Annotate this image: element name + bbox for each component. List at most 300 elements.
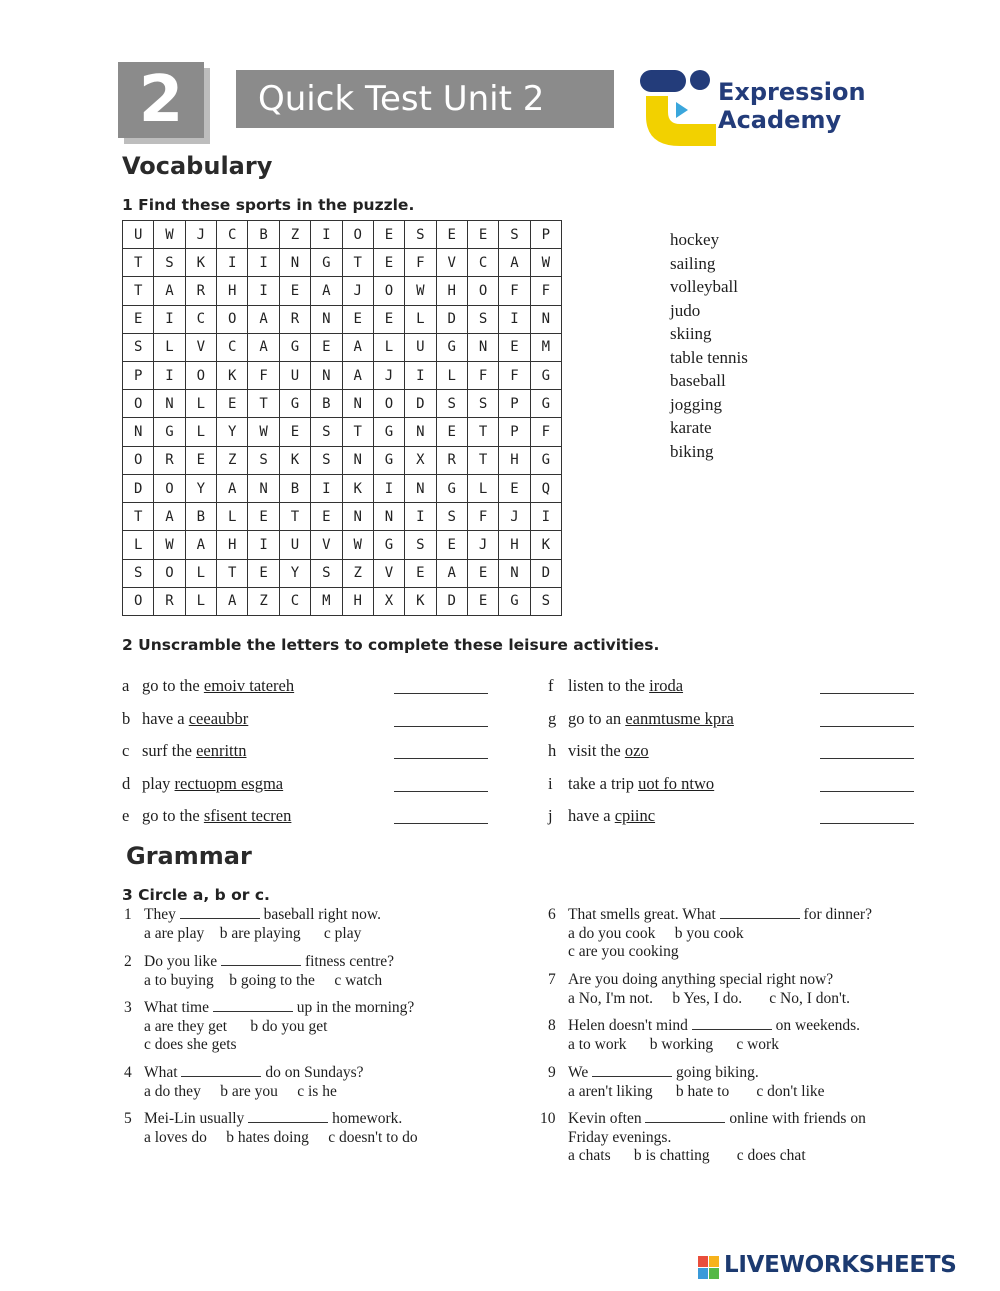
grid-cell[interactable]: H [217, 277, 248, 305]
option-c[interactable]: c does chat [736, 1147, 806, 1164]
grid-cell[interactable]: Y [186, 475, 217, 503]
grid-cell[interactable]: N [531, 306, 562, 334]
grammar-question-1 [124, 906, 381, 943]
answer-blank-c[interactable] [394, 757, 488, 759]
grid-cell[interactable]: K [186, 249, 217, 277]
grid-cell[interactable]: K [343, 475, 374, 503]
grid-cell[interactable]: A [248, 334, 279, 362]
grid-cell[interactable]: F [248, 362, 279, 390]
item-prefix: go to an [568, 709, 622, 728]
answer-blank-g[interactable] [820, 725, 914, 727]
grid-cell[interactable]: O [154, 560, 185, 588]
answer-options [540, 1147, 866, 1166]
option-a[interactable]: a No, I'm not. [568, 989, 654, 1007]
option-a[interactable]: a are play [144, 924, 205, 942]
answer-options [548, 1083, 825, 1102]
grid-cell[interactable]: A [343, 362, 374, 390]
grid-cell[interactable]: D [123, 475, 154, 503]
grid-cell[interactable]: D [531, 560, 562, 588]
grid-cell[interactable]: L [186, 560, 217, 588]
grid-cell[interactable]: N [468, 334, 499, 362]
scrambled-word: ozo [624, 741, 649, 760]
scrambled-word: emoiv tatereh [203, 676, 295, 695]
answer-blank-b[interactable] [394, 725, 488, 727]
grid-cell[interactable]: R [154, 447, 185, 475]
item-label: b [122, 709, 131, 728]
word-list-item: sailing [670, 253, 716, 273]
grid-cell[interactable]: E [248, 503, 279, 531]
grid-cell[interactable]: A [154, 503, 185, 531]
grid-cell[interactable]: I [248, 249, 279, 277]
unscramble-item-h [548, 741, 649, 761]
grid-cell[interactable]: K [217, 362, 248, 390]
grid-cell[interactable]: X [405, 447, 436, 475]
item-prefix: have a [142, 709, 185, 728]
word-list-item: judo [670, 300, 701, 320]
grid-cell[interactable]: O [343, 221, 374, 249]
grid-cell[interactable]: C [217, 334, 248, 362]
grid-cell[interactable]: I [374, 475, 405, 503]
grid-cell[interactable]: I [499, 306, 530, 334]
grid-cell[interactable]: I [311, 475, 342, 503]
grid-cell[interactable]: W [154, 221, 185, 249]
grid-cell[interactable]: Q [531, 475, 562, 503]
grid-cell[interactable]: C [468, 249, 499, 277]
grid-cell[interactable]: E [123, 306, 154, 334]
item-label: a [122, 676, 130, 695]
grid-cell[interactable]: E [499, 334, 530, 362]
option-b[interactable]: b hate to [675, 1082, 730, 1100]
grid-cell[interactable]: S [531, 588, 562, 616]
grid-cell[interactable]: F [499, 277, 530, 305]
grid-cell[interactable]: S [468, 390, 499, 418]
option-a[interactable]: a to buying [144, 971, 214, 989]
item-prefix: go to the [142, 806, 200, 825]
grid-cell[interactable]: T [343, 418, 374, 446]
grid-cell[interactable]: O [123, 390, 154, 418]
grid-cell[interactable]: L [186, 390, 217, 418]
grid-cell[interactable]: O [374, 277, 405, 305]
grid-cell[interactable]: E [374, 249, 405, 277]
grid-cell[interactable]: A [499, 249, 530, 277]
grid-cell[interactable]: G [437, 334, 468, 362]
answer-blank-a[interactable] [394, 692, 488, 694]
grid-cell[interactable]: T [123, 249, 154, 277]
grid-cell[interactable]: B [311, 390, 342, 418]
grid-cell[interactable]: T [123, 503, 154, 531]
grid-cell[interactable]: J [343, 277, 374, 305]
unscramble-item-i [548, 774, 714, 794]
grid-cell[interactable]: G [531, 390, 562, 418]
grid-cell[interactable]: E [468, 588, 499, 616]
answer-blank-i[interactable] [820, 790, 914, 792]
grid-cell[interactable]: S [123, 334, 154, 362]
grid-cell[interactable]: F [499, 362, 530, 390]
grid-cell[interactable]: I [154, 362, 185, 390]
question-text: Do you like [144, 953, 218, 970]
answer-gap [645, 1110, 725, 1123]
option-c[interactable]: c play [323, 924, 362, 942]
grid-cell[interactable]: W [405, 277, 436, 305]
grid-cell[interactable]: I [405, 503, 436, 531]
grid-cell[interactable]: A [186, 531, 217, 559]
grid-cell[interactable]: N [343, 447, 374, 475]
grid-cell[interactable]: K [531, 531, 562, 559]
grid-cell[interactable]: L [123, 531, 154, 559]
answer-gap [180, 906, 260, 919]
task-1-instructions: 1 Find these sports in the puzzle. [122, 196, 415, 214]
grid-cell[interactable]: H [499, 531, 530, 559]
grid-cell[interactable]: G [374, 418, 405, 446]
grid-cell[interactable]: I [154, 306, 185, 334]
grid-cell[interactable]: U [123, 221, 154, 249]
question-text: do on Sundays? [265, 1064, 364, 1081]
grid-cell[interactable]: L [154, 334, 185, 362]
option-b[interactable]: b working [649, 1035, 714, 1053]
grid-cell[interactable]: S [437, 390, 468, 418]
grid-cell[interactable]: M [531, 334, 562, 362]
grammar-question-9 [548, 1064, 825, 1101]
grid-cell[interactable]: J [499, 503, 530, 531]
grid-cell[interactable]: F [531, 418, 562, 446]
grid-cell[interactable]: N [123, 418, 154, 446]
answer-blank-j[interactable] [820, 822, 914, 824]
grid-cell[interactable]: O [374, 390, 405, 418]
grid-cell[interactable]: Z [280, 221, 311, 249]
grid-cell[interactable]: F [531, 277, 562, 305]
grid-cell[interactable]: N [343, 390, 374, 418]
grid-cell[interactable]: N [405, 475, 436, 503]
grid-cell[interactable]: O [123, 588, 154, 616]
answer-options [124, 925, 381, 944]
grid-cell[interactable]: I [405, 362, 436, 390]
grid-cell[interactable]: E [468, 221, 499, 249]
grid-cell[interactable]: C [217, 221, 248, 249]
answer-options [548, 925, 872, 944]
grid-cell[interactable]: N [374, 503, 405, 531]
grid-cell[interactable]: I [217, 249, 248, 277]
option-b[interactable]: b hates doing [226, 1128, 309, 1146]
question-number: 3 [124, 999, 132, 1016]
grid-cell[interactable]: T [248, 390, 279, 418]
grid-cell[interactable]: Z [343, 560, 374, 588]
question-text: fitness centre? [304, 953, 395, 970]
grid-cell[interactable]: F [405, 249, 436, 277]
option-b[interactable]: b do you get [250, 1017, 328, 1035]
grid-cell[interactable]: O [468, 277, 499, 305]
answer-blank-f[interactable] [820, 692, 914, 694]
grid-cell[interactable]: G [437, 475, 468, 503]
item-label: g [548, 709, 557, 728]
grid-cell[interactable]: E [248, 560, 279, 588]
answer-options [124, 1129, 418, 1148]
grammar-question-4 [124, 1064, 364, 1101]
grid-cell[interactable]: O [217, 306, 248, 334]
grid-cell[interactable]: S [405, 531, 436, 559]
answer-blank-d[interactable] [394, 790, 488, 792]
grid-cell[interactable]: H [499, 447, 530, 475]
grid-cell[interactable]: Y [217, 418, 248, 446]
grid-cell[interactable]: Y [280, 560, 311, 588]
grid-cell[interactable]: M [311, 588, 342, 616]
grid-cell[interactable]: A [311, 277, 342, 305]
option-c[interactable]: c doesn't to do [328, 1128, 418, 1146]
unscramble-item-e [122, 806, 291, 826]
item-label: c [122, 741, 130, 760]
grid-cell[interactable]: V [437, 249, 468, 277]
grid-cell[interactable]: T [217, 560, 248, 588]
scrambled-word: cpiinc [614, 806, 656, 825]
grid-cell[interactable]: H [343, 588, 374, 616]
grid-cell[interactable]: E [311, 503, 342, 531]
grid-cell[interactable]: N [280, 249, 311, 277]
grid-cell[interactable]: G [280, 334, 311, 362]
grid-cell[interactable]: E [499, 475, 530, 503]
grid-cell[interactable]: B [280, 475, 311, 503]
grid-cell[interactable]: H [217, 531, 248, 559]
grid-cell[interactable]: G [374, 531, 405, 559]
grid-cell[interactable]: A [154, 277, 185, 305]
grid-cell[interactable]: H [437, 277, 468, 305]
grid-cell[interactable]: O [154, 475, 185, 503]
grid-cell[interactable]: U [280, 531, 311, 559]
grid-cell[interactable]: D [437, 306, 468, 334]
grid-cell[interactable]: L [186, 418, 217, 446]
grid-cell[interactable]: U [405, 334, 436, 362]
grid-cell[interactable]: U [280, 362, 311, 390]
grid-cell[interactable]: A [217, 475, 248, 503]
answer-options [124, 1018, 414, 1037]
grid-cell[interactable]: T [343, 249, 374, 277]
grid-cell[interactable]: V [186, 334, 217, 362]
grid-cell[interactable]: R [186, 277, 217, 305]
grid-cell[interactable]: E [437, 531, 468, 559]
grid-cell[interactable]: A [343, 334, 374, 362]
grid-cell[interactable]: I [248, 531, 279, 559]
grid-cell[interactable]: S [123, 560, 154, 588]
grid-cell[interactable]: Z [217, 447, 248, 475]
grammar-question-10 [540, 1110, 866, 1166]
question-number: 7 [548, 971, 556, 988]
grid-cell[interactable]: N [343, 503, 374, 531]
grid-cell[interactable]: G [531, 362, 562, 390]
grid-cell[interactable]: W [343, 531, 374, 559]
grid-cell[interactable]: A [248, 306, 279, 334]
grid-cell[interactable]: S [311, 560, 342, 588]
grid-cell[interactable]: S [248, 447, 279, 475]
grid-cell[interactable]: G [154, 418, 185, 446]
grid-cell[interactable]: N [405, 418, 436, 446]
grid-cell[interactable]: G [499, 588, 530, 616]
grid-cell[interactable]: S [437, 503, 468, 531]
item-label: i [548, 774, 553, 793]
grid-cell[interactable]: R [154, 588, 185, 616]
grid-cell[interactable]: B [248, 221, 279, 249]
grid-cell[interactable]: S [154, 249, 185, 277]
grid-cell[interactable]: E [186, 447, 217, 475]
grid-cell[interactable]: R [437, 447, 468, 475]
option-b[interactable]: b are playing [219, 924, 301, 942]
grid-cell[interactable]: V [374, 560, 405, 588]
option-c[interactable]: c does she gets [144, 1036, 237, 1053]
option-a[interactable]: a loves do [144, 1128, 207, 1146]
grid-cell[interactable]: N [154, 390, 185, 418]
grid-cell[interactable]: E [343, 306, 374, 334]
option-a[interactable]: a to work [568, 1035, 627, 1053]
item-label: e [122, 806, 130, 825]
grid-cell[interactable]: E [437, 221, 468, 249]
grid-cell[interactable]: F [468, 362, 499, 390]
unscramble-item-g [548, 709, 734, 729]
option-a[interactable]: a aren't liking [568, 1082, 653, 1100]
item-prefix: visit the [568, 741, 621, 760]
grid-cell[interactable]: V [311, 531, 342, 559]
grid-cell[interactable]: R [280, 306, 311, 334]
word-list [670, 228, 748, 463]
grid-cell[interactable]: C [186, 306, 217, 334]
grid-cell[interactable]: W [248, 418, 279, 446]
question-text: homework. [332, 1110, 403, 1127]
grid-cell[interactable]: S [499, 221, 530, 249]
grid-cell[interactable]: K [405, 588, 436, 616]
grid-cell[interactable]: J [374, 362, 405, 390]
grid-cell[interactable]: J [468, 531, 499, 559]
answer-gap [592, 1064, 672, 1077]
grid-cell[interactable]: B [186, 503, 217, 531]
grid-cell[interactable]: T [280, 503, 311, 531]
grid-cell[interactable]: S [468, 306, 499, 334]
word-list-item: baseball [670, 371, 726, 390]
grid-cell[interactable]: G [374, 447, 405, 475]
item-label: j [548, 806, 553, 825]
grid-cell[interactable]: E [311, 334, 342, 362]
grid-cell[interactable]: Z [248, 588, 279, 616]
grid-cell[interactable]: T [123, 277, 154, 305]
answer-gap [221, 953, 301, 966]
grid-cell[interactable]: S [311, 447, 342, 475]
option-b[interactable]: b is chatting [633, 1147, 710, 1164]
grammar-question-2 [124, 953, 394, 990]
grid-cell[interactable]: W [154, 531, 185, 559]
grid-cell[interactable]: D [405, 390, 436, 418]
grid-cell[interactable]: L [468, 475, 499, 503]
grid-cell[interactable]: E [468, 560, 499, 588]
grid-cell[interactable]: L [217, 503, 248, 531]
item-label: d [122, 774, 131, 793]
option-c[interactable]: c watch [334, 971, 383, 989]
grid-cell[interactable]: I [311, 221, 342, 249]
grid-cell[interactable]: L [374, 334, 405, 362]
grammar-heading: Grammar [126, 842, 252, 870]
grid-cell[interactable]: S [405, 221, 436, 249]
option-a[interactable]: a are they get [144, 1017, 228, 1035]
grid-cell[interactable]: N [499, 560, 530, 588]
grid-cell[interactable]: I [248, 277, 279, 305]
page-title: Quick Test Unit 2 [236, 70, 614, 128]
question-text: What [144, 1064, 178, 1081]
grid-cell[interactable]: P [499, 418, 530, 446]
grid-cell[interactable]: J [186, 221, 217, 249]
question-number: 10 [540, 1110, 556, 1127]
word-list-item: table tennis [670, 347, 748, 367]
grid-cell[interactable]: P [499, 390, 530, 418]
grid-cell[interactable]: N [248, 475, 279, 503]
grid-cell[interactable]: E [280, 277, 311, 305]
grid-cell[interactable]: E [405, 560, 436, 588]
grid-cell[interactable]: E [374, 221, 405, 249]
grid-cell[interactable]: N [311, 362, 342, 390]
scrambled-word: rectuopm esgma [174, 774, 284, 793]
unscramble-item-b [122, 709, 248, 729]
option-b[interactable]: b are you [220, 1082, 278, 1100]
grid-cell[interactable]: A [217, 588, 248, 616]
grid-cell[interactable]: L [405, 306, 436, 334]
scrambled-word: ceeaubbr [188, 709, 249, 728]
option-a[interactable]: a do you cook [568, 924, 656, 942]
answer-blank-e[interactable] [394, 822, 488, 824]
option-c[interactable]: c are you cooking [568, 943, 679, 960]
answer-blank-h[interactable] [820, 757, 914, 759]
grid-cell[interactable]: A [437, 560, 468, 588]
grid-cell[interactable]: D [437, 588, 468, 616]
option-c[interactable]: c don't like [756, 1082, 825, 1100]
grid-cell[interactable]: O [123, 447, 154, 475]
grid-cell[interactable]: F [468, 503, 499, 531]
grid-cell[interactable]: E [280, 418, 311, 446]
question-text: going biking. [676, 1064, 759, 1081]
answer-options [124, 1083, 364, 1102]
grid-cell[interactable]: W [531, 249, 562, 277]
option-c[interactable]: c is he [297, 1082, 337, 1100]
grid-cell[interactable]: L [437, 362, 468, 390]
grid-cell[interactable]: X [374, 588, 405, 616]
option-b[interactable]: b going to the [229, 971, 315, 989]
grid-cell[interactable]: P [531, 221, 562, 249]
unit-number-badge: 2 [118, 62, 204, 138]
option-a[interactable]: a do they [144, 1082, 201, 1100]
grid-cell[interactable]: P [123, 362, 154, 390]
grid-cell[interactable]: G [280, 390, 311, 418]
grid-cell[interactable]: T [468, 447, 499, 475]
question-number: 8 [548, 1017, 556, 1034]
grid-cell[interactable]: O [186, 362, 217, 390]
option-a[interactable]: a chats [568, 1147, 611, 1164]
grid-cell[interactable]: E [217, 390, 248, 418]
word-list-item: hockey [670, 230, 720, 249]
grid-cell[interactable]: S [311, 418, 342, 446]
grid-cell[interactable]: C [280, 588, 311, 616]
option-c[interactable]: c No, I don't. [769, 989, 850, 1007]
grid-cell[interactable]: E [437, 418, 468, 446]
grid-cell[interactable]: I [531, 503, 562, 531]
grid-cell[interactable]: E [374, 306, 405, 334]
answer-options [548, 1036, 860, 1055]
grid-cell[interactable]: N [311, 306, 342, 334]
grid-cell[interactable]: K [280, 447, 311, 475]
question-text-continued: Friday evenings. [568, 1128, 672, 1146]
grid-cell[interactable]: G [311, 249, 342, 277]
grammar-question-6 [548, 906, 872, 962]
grid-cell[interactable]: L [186, 588, 217, 616]
grid-cell[interactable]: G [531, 447, 562, 475]
question-text: They [144, 906, 176, 923]
option-b[interactable]: b Yes, I do. [672, 989, 743, 1007]
grammar-question-3 [124, 999, 414, 1055]
option-c[interactable]: c work [736, 1035, 779, 1053]
grid-cell[interactable]: T [468, 418, 499, 446]
item-prefix: listen to the [568, 676, 645, 695]
option-b[interactable]: b you cook [674, 924, 744, 942]
